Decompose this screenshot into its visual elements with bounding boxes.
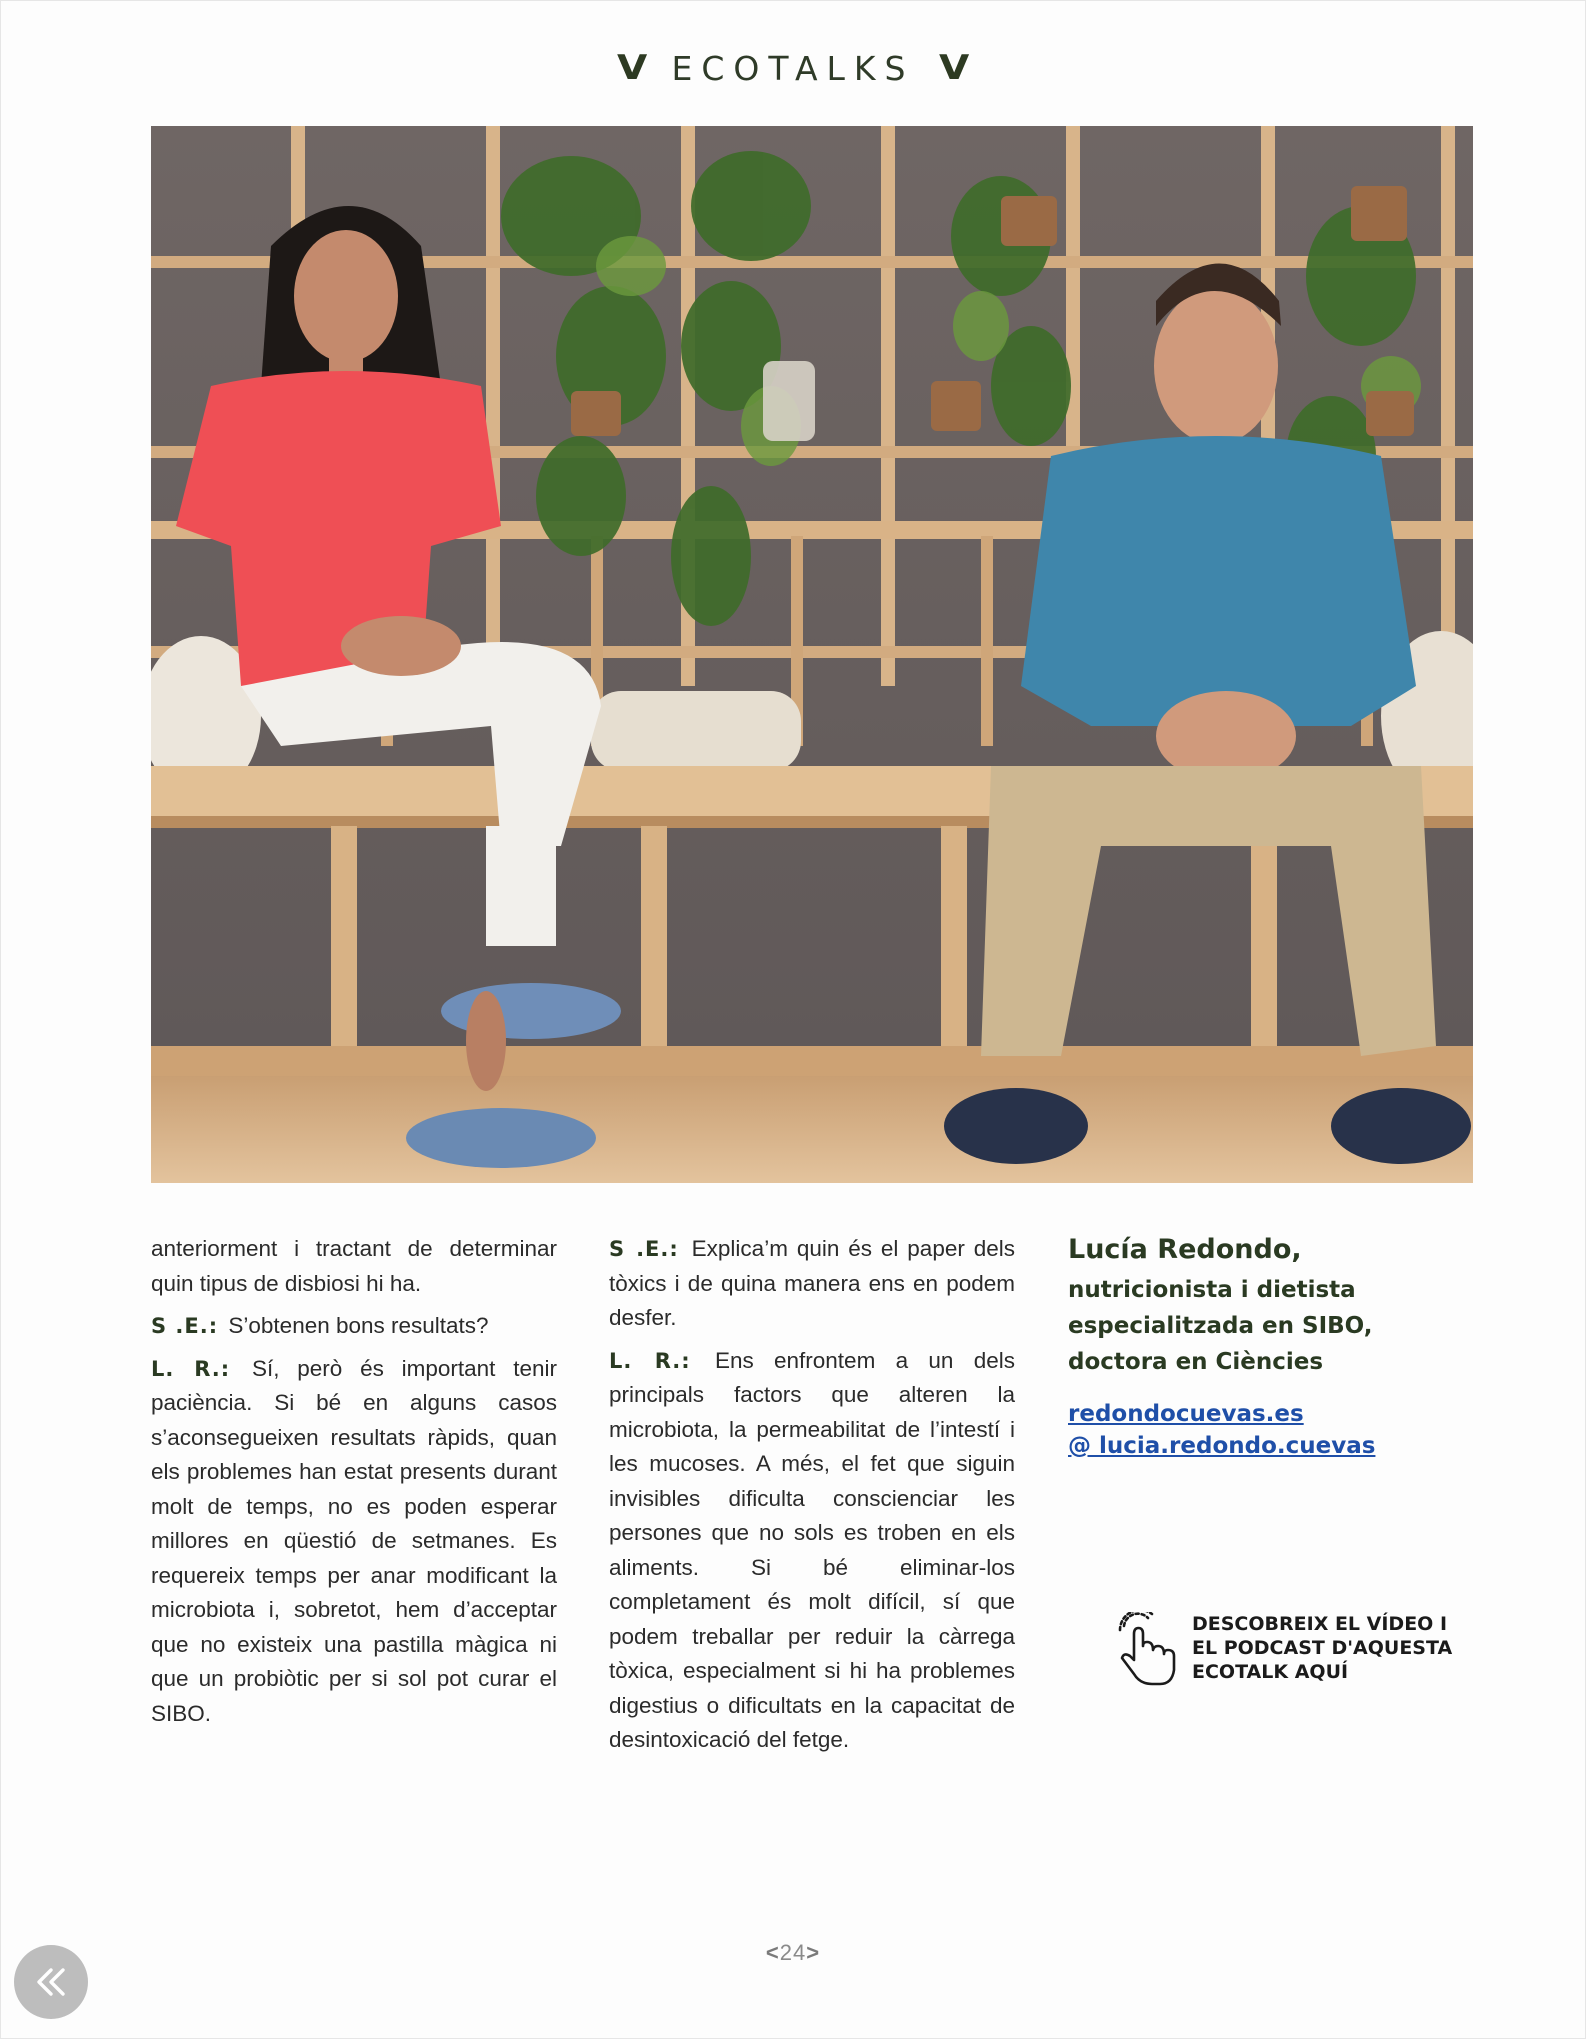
website-link[interactable]: redondocuevas.es — [1068, 1401, 1304, 1427]
video-podcast-cta[interactable] — [1118, 1612, 1478, 1690]
article-column-1 — [151, 1232, 557, 1739]
logo-mark-left: V — [617, 48, 648, 88]
paragraph: anteriorment i tractant de determinar quin tipus de disbiosi hi ha. — [151, 1236, 557, 1296]
author-sidebar — [1068, 1232, 1468, 1462]
author-name: Lucía Redondo, — [1068, 1234, 1302, 1265]
back-button[interactable] — [14, 1945, 88, 2019]
paragraph: S .E.: Explica’m quin és el paper dels tòxics i de quina manera ens en podem desfer. — [609, 1236, 1016, 1330]
cta-text[interactable]: DESCOBREIX EL VÍDEO I EL PODCAST D'AQUESTA ECOTALK AQUÍ — [1192, 1613, 1453, 1683]
social-link[interactable]: @ lucia.redondo.cuevas — [1068, 1433, 1376, 1459]
feature-photo — [151, 126, 1473, 1183]
paragraph: L. R.: Ens enfrontem a un dels principals factors que alteren la microbiota, la permeabilitat de l’intestí i les mucoses. A més, el fet que siguin invisibles dificulta conscienciar les persones que no sols es troben en els aliments. Si bé eliminar-los completament és molt difícil, sí que podem treballar per reduir la càrrega tòxica, especialment si hi ha problemes digestius o dificultats en la capacitat de desintoxicació del fetge. — [609, 1347, 1015, 1752]
prev-page-arrow[interactable]: < — [765, 1940, 780, 1965]
speaker-label: S .E.: — [609, 1237, 679, 1261]
page-header — [0, 48, 1586, 88]
article-column-2 — [609, 1232, 1015, 1766]
author-role: nutricionista i dietista especialitzada en SIBO, doctora en Ciències — [1068, 1277, 1373, 1375]
paragraph: S .E.: S’obtenen bons resultats? — [151, 1313, 489, 1338]
double-chevron-left-icon — [31, 1962, 71, 2002]
photo-illustration — [151, 126, 1473, 1183]
speaker-label: L. R.: — [151, 1356, 231, 1381]
logo-mark-right: V — [938, 48, 969, 88]
page-number: <24> — [765, 1940, 821, 1965]
section-title: ECOTALKS — [671, 48, 915, 88]
hand-tap-icon — [1118, 1612, 1178, 1690]
paragraph: L. R.: Sí, però és important tenir paciència. Si bé en alguns casos s’aconsegueixen resultats ràpids, quan els problemes han estat presents durant molt de temps, no es poden esperar millores en qüestió de setmanes. Es requereix temps per anar modificant la microbiota i, sobretot, hem d’acceptar que no existeix una pastilla màgica ni que un probiòtic per si sol pot curar el SIBO. — [151, 1355, 557, 1726]
next-page-arrow[interactable]: > — [806, 1940, 821, 1965]
speaker-label: L. R.: — [609, 1348, 691, 1373]
speaker-label: S .E.: — [151, 1314, 219, 1338]
